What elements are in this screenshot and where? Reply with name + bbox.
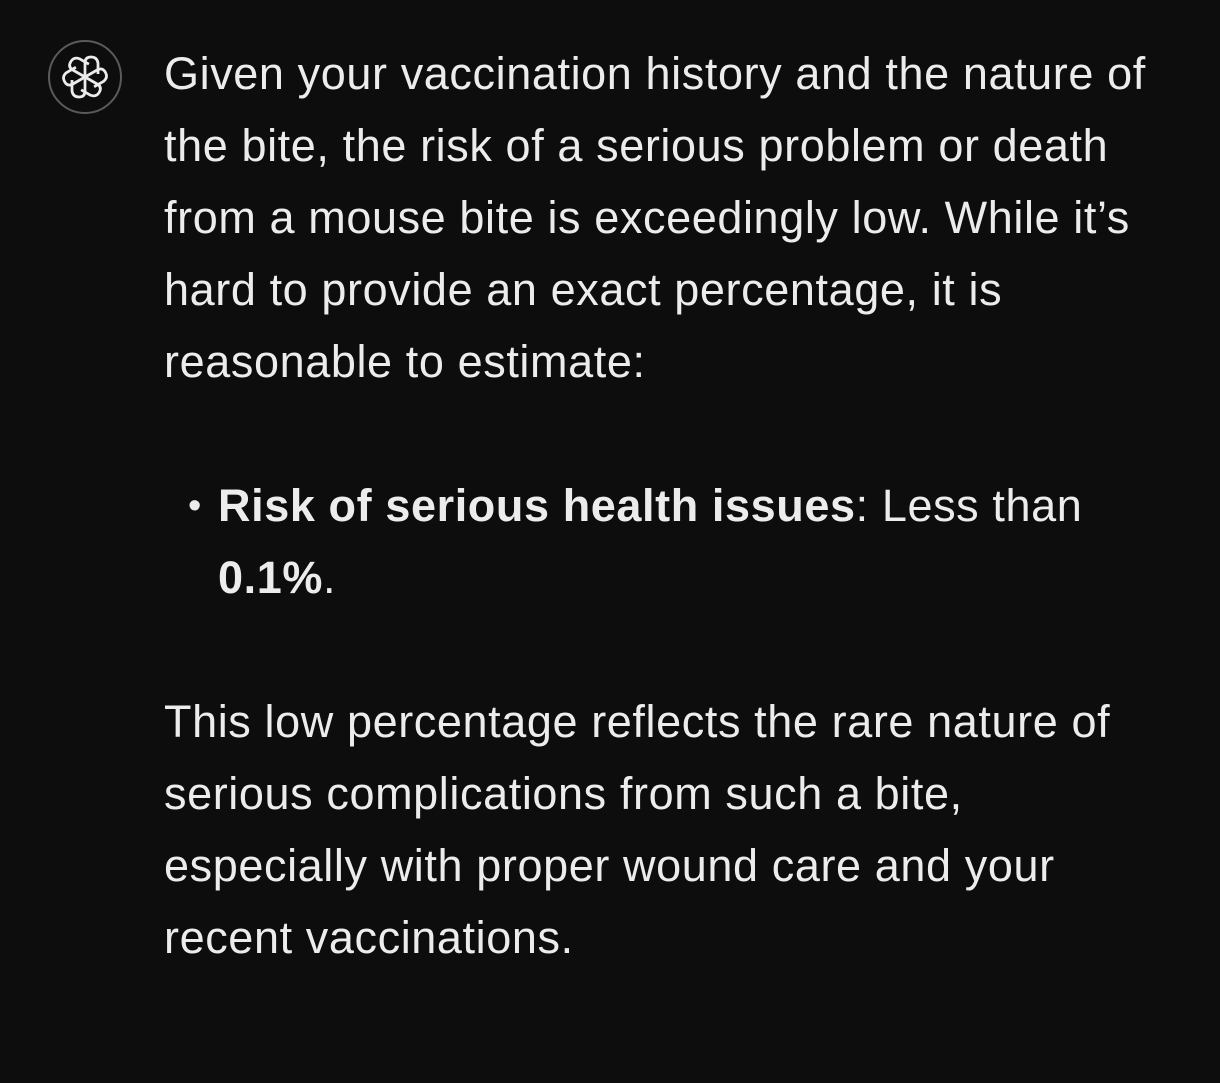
- openai-logo-icon: [60, 52, 110, 102]
- message-paragraph-intro: Given your vaccination history and the nature of the bite, the risk of a serious problem or death from a mouse bite is exceedingly low. While it’s hard to provide an exact percentage, it is reasonable to estimate:: [164, 48, 1146, 387]
- bullet-separator: : Less than: [855, 480, 1083, 531]
- bullet-suffix: .: [322, 552, 337, 603]
- assistant-avatar: [48, 40, 122, 114]
- list-item: [164, 470, 1174, 614]
- bullet-value: 0.1%: [218, 552, 323, 603]
- bullet-list: [164, 470, 1174, 614]
- message-paragraph-conclusion: This low percentage reflects the rare nature of serious complications from such a bite, especially with proper wound care and your recent vaccinations.: [164, 696, 1111, 963]
- bullet-dot: •: [188, 485, 202, 527]
- message-content: [164, 38, 1174, 974]
- bullet-label: Risk of serious health issues: [218, 480, 856, 531]
